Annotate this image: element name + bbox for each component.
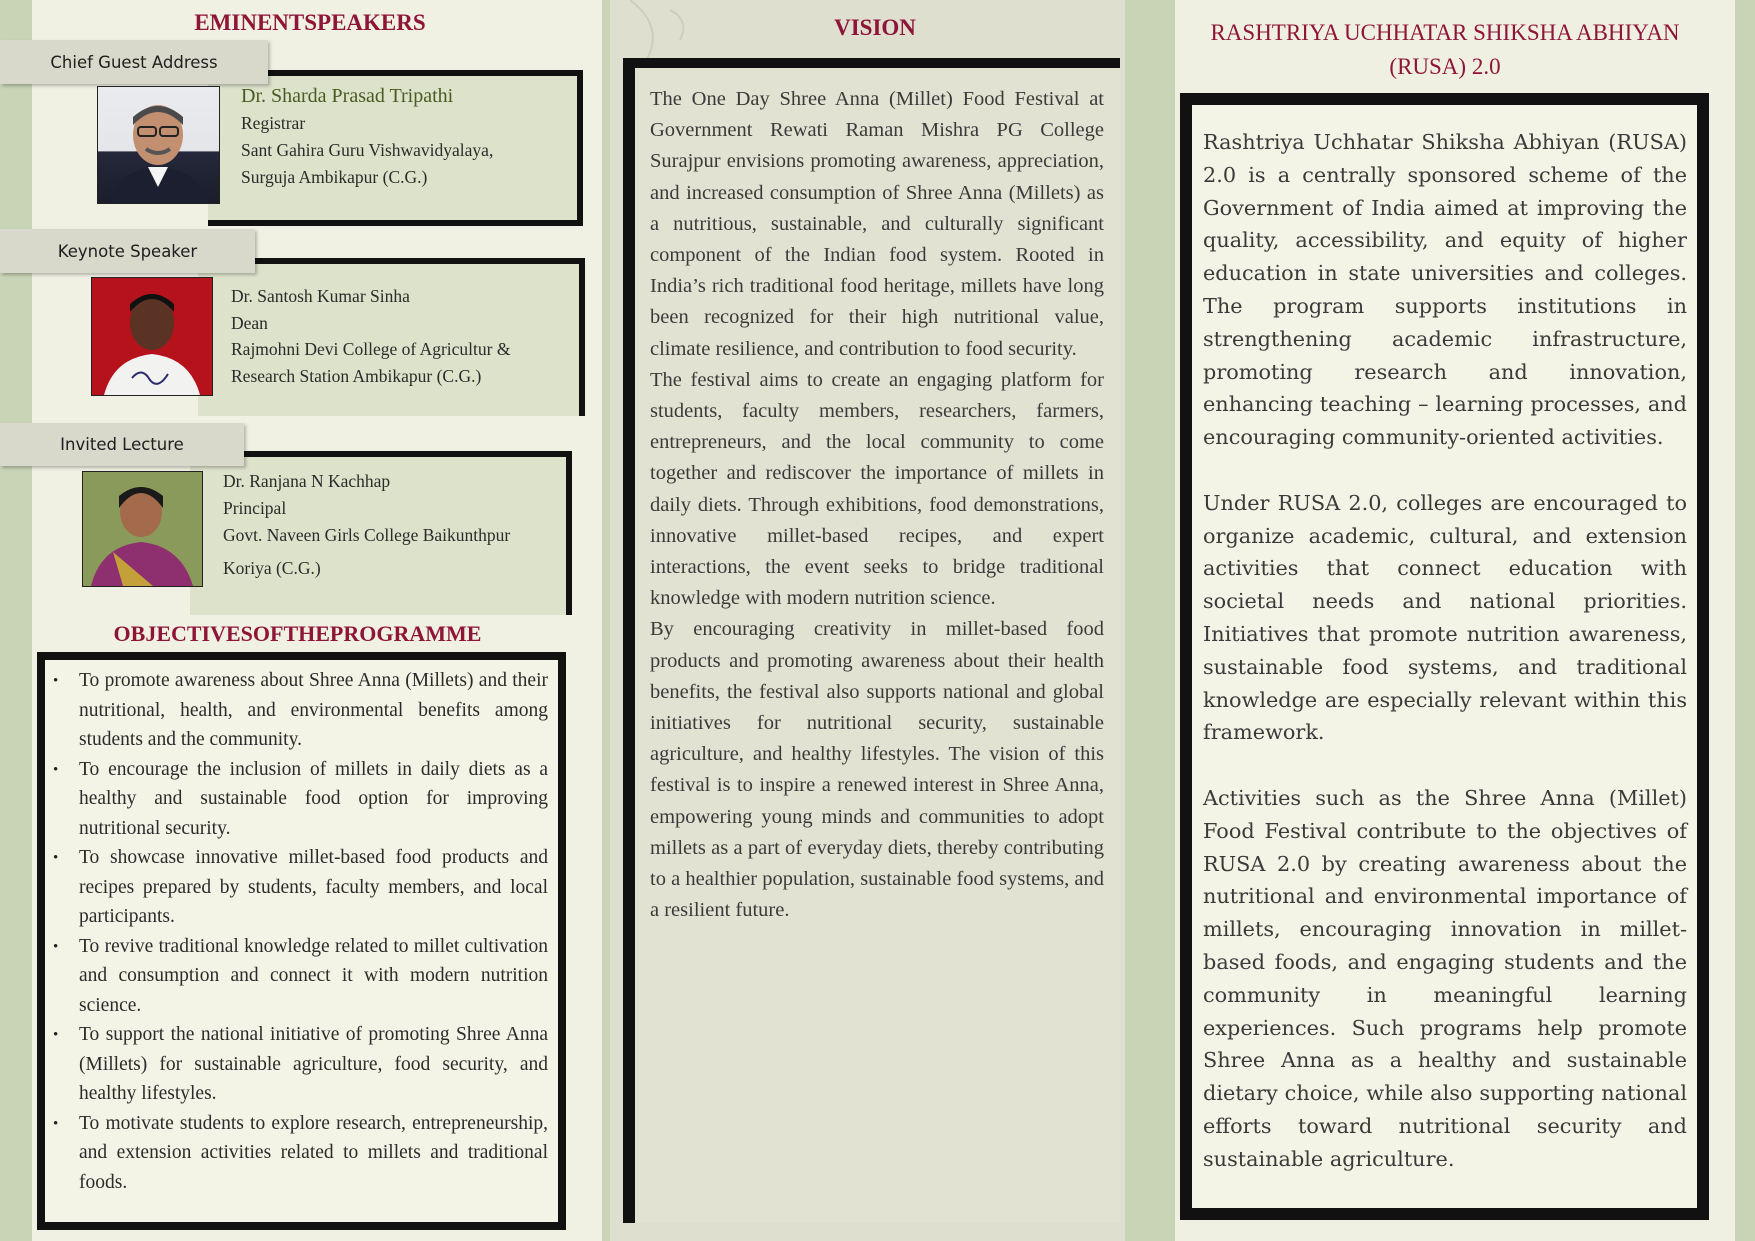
vision-paragraph: The festival aims to create an engaging platform for students, faculty members, researchers, farmers, entrepreneurs, and the local community to come together and rediscover the importance of millets in daily diets. Through exhibitions, food demonstrations, innovative millet-based recipes, and expert interactions, the event seeks to bridge traditional knowledge with modern nutrition science.	[650, 368, 1104, 610]
role-tab-chief-guest: Chief Guest Address	[0, 40, 268, 84]
person-portrait-icon	[83, 472, 202, 586]
rusa-heading	[1180, 16, 1710, 84]
speaker-designation: Dean	[231, 312, 268, 333]
role-tab-invited: Invited Lecture	[0, 423, 244, 466]
objective-item: • To support the national initiative of promoting Shree Anna (Millets) for sustainable agriculture, food security, and healthy lifestyles.	[79, 1020, 548, 1109]
chief-guest-photo	[97, 86, 220, 204]
rusa-heading-line1: RASHTRIYA UCHHATAR SHIKSHA ABHIYAN	[1210, 20, 1680, 45]
speaker-name: Dr. Santosh Kumar Sinha	[231, 286, 410, 306]
objectives-list	[45, 660, 558, 1197]
role-tab-keynote: Keynote Speaker	[0, 229, 255, 273]
objectives-box	[37, 652, 566, 1230]
vision-paragraph: The One Day Shree Anna (Millet) Food Festival at Government Rewati Raman Mishra PG College Surajpur envisions promoting awareness, appreciation, and increased consumption of Shree Anna (Millets) as a nutritious, sustainable, and culturally significant component of the Indian food system. Rooted in India’s rich traditional food heritage, millets have long been recognized for their high nutritional value, climate resilience, and contribution to food security.	[650, 88, 1104, 360]
vision-text	[650, 84, 1104, 926]
speaker-location: Surguja Ambikapur (C.G.)	[241, 167, 428, 187]
rusa-paragraph: Under RUSA 2.0, colleges are encouraged to organize academic, cultural, and extension activities that connect education with societal needs and national priorities. Initiatives that promote nutrition awareness, sustainable food systems, and traditional knowledge are especially relevant within this framework.	[1203, 490, 1687, 745]
rusa-paragraph: Activities such as the Shree Anna (Millet) Food Festival contribute to the objectives of RUSA 2.0 by creating awareness about the nutritional and environmental importance of millets, encouraging innovation in millet-based foods, and engaging students and the community in meaningful learning experiences. Such programs help promote Shree Anna as a healthy and sustainable dietary choice, while also supporting national efforts toward nutritional security and sustainable agriculture.	[1203, 785, 1687, 1171]
speaker-location: Research Station Ambikapur (C.G.)	[231, 365, 482, 386]
chief-guest-details	[241, 83, 571, 191]
speaker-institution: Govt. Naveen Girls College Baikunthpur	[223, 525, 511, 545]
speaker-designation: Registrar	[241, 113, 306, 133]
rusa-paragraph: Rashtriya Uchhatar Shiksha Abhiyan (RUSA) 2.0 is a centrally sponsored scheme of the Government of India aimed at improving the quality, accessibility, and equity of higher education in state universities and colleges. The program supports institutions in strengthening academic infrastructure, promoting research and innovation, enhancing teaching – learning processes, and encouraging community-oriented activities.	[1203, 130, 1687, 450]
vision-heading: VISION	[834, 15, 916, 40]
speaker-institution: Sant Gahira Guru Vishwavidyalaya,	[241, 140, 494, 160]
objective-item: • To encourage the inclusion of millets in daily diets as a healthy and sustainable food option for improving nutritional security.	[79, 755, 548, 844]
invited-lecturer-details	[223, 468, 571, 582]
speaker-location: Koriya (C.G.)	[223, 558, 321, 578]
person-portrait-icon	[98, 87, 219, 203]
vision-paragraph: By encouraging creativity in millet-based food products and promoting awareness about their health benefits, the festival also supports national and global initiatives for nutritional security, sustainable agriculture, and healthy lifestyles. The vision of this festival is to inspire a renewed interest in Shree Anna, empowering young minds and communities to adopt millets as a part of everyday diets, thereby contributing to a healthier population, sustainable food systems, and a resilient future.	[650, 618, 1104, 922]
speaker-institution: Rajmohni Devi College of Agricultur &	[231, 339, 511, 359]
keynote-speaker-details	[231, 283, 576, 389]
speaker-designation: Principal	[223, 498, 287, 518]
rusa-heading-line2: (RUSA) 2.0	[1389, 54, 1501, 79]
invited-lecturer-photo	[82, 471, 203, 587]
keynote-speaker-photo	[91, 277, 213, 396]
speaker-name: Dr. Ranjana N Kachhap	[223, 471, 391, 491]
rusa-text	[1203, 126, 1687, 1208]
objective-item: • To promote awareness about Shree Anna (Millets) and their nutritional, health, and environmental benefits among students and the community.	[79, 666, 548, 755]
speaker-name: Dr. Sharda Prasad Tripathi	[241, 85, 454, 107]
objective-item: • To motivate students to explore research, entrepreneurship, and extension activities related to millets and traditional foods.	[79, 1109, 548, 1198]
objective-item: • To revive traditional knowledge related to millet cultivation and consumption and connect it with modern nutrition science.	[79, 932, 548, 1021]
objectives-heading: OBJECTIVESOFTHEPROGRAMME	[113, 621, 482, 646]
speakers-heading: EMINENTSPEAKERS	[194, 10, 426, 35]
person-portrait-icon	[92, 278, 212, 395]
objective-item: • To showcase innovative millet-based food products and recipes prepared by students, faculty members, and local participants.	[79, 843, 548, 932]
